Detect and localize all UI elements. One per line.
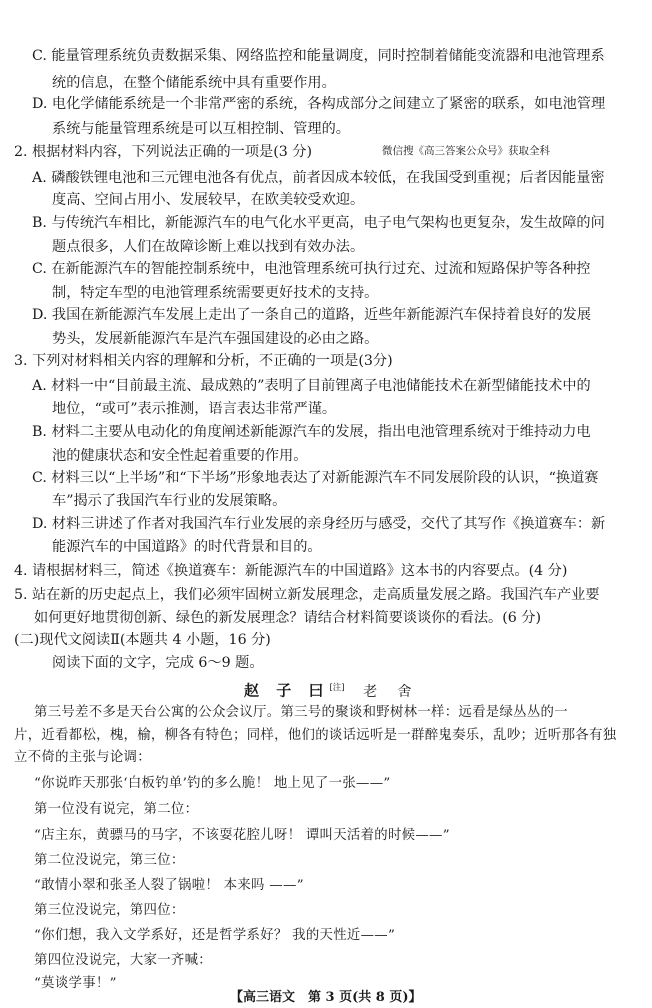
q3-option-d-line2: 能源汽车的中国道路》的时代背景和目的。 (52, 539, 322, 555)
story-author: 老 舍 (363, 683, 420, 700)
story-paragraph-1-line3: 立不倚的主张与论调： (14, 750, 151, 765)
q2-option-b-line2: 题点很多，人们在故障诊断上难以找到有效办法。 (52, 239, 365, 255)
q3-option-a-line2: 地位，“或可”表示推测，语言表达非常严谨。 (52, 401, 337, 417)
story-dialogue-1: “你说昨天那张‘白板钓单’钓的多么脆！ 地上见了一张——” (34, 776, 391, 791)
q3-option-c-line1: C. 材料三以“上半场”和“下半场”形象地表达了对新能源汽车不同发展阶段的认识，“换道赛 (32, 470, 599, 486)
option-c-line2: 统的信息，在整个储能系统中具有重要作用。 (52, 75, 336, 91)
page-footer: 【高三语文 第 3 页(共 8 页)】 (230, 990, 422, 1005)
story-narration-1: 第一位没有说完，第二位： (34, 802, 199, 817)
question-5-line2: 如何更好地贯彻创新、绿色的新发展理念？请结合材料简要谈谈你的看法。(6 分) (34, 610, 541, 626)
option-c-line1: C. 能量管理系统负责数据采集、网络监控和能量调度，同时控制着储能变流器和电池管理系 (32, 48, 605, 64)
q2-option-c-line2: 制，特定车型的电池管理系统需要更好技术的支持。 (52, 285, 379, 301)
story-paragraph-1-line2: 片，近看都松，槐，榆，柳各有特色；同样，他们的谈话远听是一群醉鬼奏乐，乱吵；近听那各有独 (14, 728, 617, 743)
q3-option-a-line1: A. 材料一中“目前最主流、最成熟的”表明了目前锂离子电池储能技术在新型储能技术中的 (32, 378, 591, 394)
question-3-stem: 3. 下列对材料相关内容的理解和分析，不正确的一项是(3分) (14, 353, 393, 369)
question-4: 4. 请根据材料三，简述《换道赛车：新能源汽车的中国道路》这本书的内容要点。(4 分) (14, 563, 568, 579)
q3-option-d-line1: D. 材料三讲述了作者对我国汽车行业发展的亲身经历与感受，交代了其写作《换道赛车：新 (32, 516, 606, 532)
q2-option-c-line1: C. 在新能源汽车的智能控制系统中，电池管理系统可执行过充、过流和短路保护等各种控 (32, 261, 591, 277)
question-2-stem: 2. 根据材料内容，下列说法正确的一项是(3 分) (14, 144, 313, 160)
story-dialogue-2: “店主东，黄骠马的马字，不该耍花腔儿呀！ 谭叫天活着的时候——” (34, 828, 450, 843)
story-narration-3: 第三位没说完，第四位： (34, 903, 185, 918)
story-dialogue-5: “莫谈学事！” (34, 976, 117, 991)
part-2-instruction: 阅读下面的文字，完成 6～9 题。 (52, 655, 264, 671)
q3-option-b-line2: 池的健康状态和安全性起着重要的作用。 (52, 448, 308, 464)
q2-option-b-line1: B. 与传统汽车相比，新能源汽车的电气化水平更高，电子电气架构也更复杂，发生故障的问 (32, 215, 605, 231)
story-dialogue-4: “你们想，我入文学系好，还是哲学系好？ 我的天性近——” (34, 928, 396, 943)
part-2-heading: (二)现代文阅读Ⅱ(本题共 4 小题，16 分) (14, 632, 271, 648)
q3-option-c-line2: 车”揭示了我国汽车行业的发展策略。 (52, 493, 287, 509)
option-d-line1: D. 电化学储能系统是一个非常严密的系统，各构成部分之间建立了紧密的联系，如电池管理 (32, 96, 606, 112)
watermark-text: 微信搜《高三答案公众号》获取全科 (382, 145, 550, 157)
footnote-marker: [注] (329, 683, 345, 693)
story-title: 赵 子 曰 (244, 681, 330, 700)
story-title-block (244, 678, 420, 702)
question-5-line1: 5. 站在新的历史起点上，我们必须牢固树立新发展理念，走高质量发展之路。我国汽车产业要 (14, 587, 600, 603)
q2-option-a-line1: A. 磷酸铁锂电池和三元锂电池各有优点，前者因成本较低，在我国受到重视；后者因能量密 (32, 170, 605, 186)
q2-option-d-line1: D. 我国在新能源汽车发展上走出了一条自己的道路，近些年新能源汽车保持着良好的发展 (32, 307, 592, 323)
story-dialogue-3: “敢情小翠和张圣人裂了锅啦！ 本来吗 ——” (34, 878, 304, 893)
story-paragraph-1-line1: 第三号差不多是天台公寓的公众会议厅。第三号的聚谈和野树林一样：远看是绿丛丛的一 (34, 705, 568, 720)
q3-option-b-line1: B. 材料二主要从电动化的角度阐述新能源汽车的发展，指出电池管理系统对于维持动力电 (32, 424, 591, 440)
story-narration-2: 第二位没说完，第三位： (34, 853, 185, 868)
story-narration-4: 第四位没说完，大家一齐喊： (34, 953, 212, 968)
q2-option-d-line2: 势头，发展新能源汽车是汽车强国建设的必由之路。 (52, 331, 379, 347)
option-d-line2: 系统与能量管理系统是可以互相控制、管理的。 (52, 121, 350, 137)
q2-option-a-line2: 度高、空间占用小、发展较早，在欧美较受欢迎。 (52, 192, 365, 208)
